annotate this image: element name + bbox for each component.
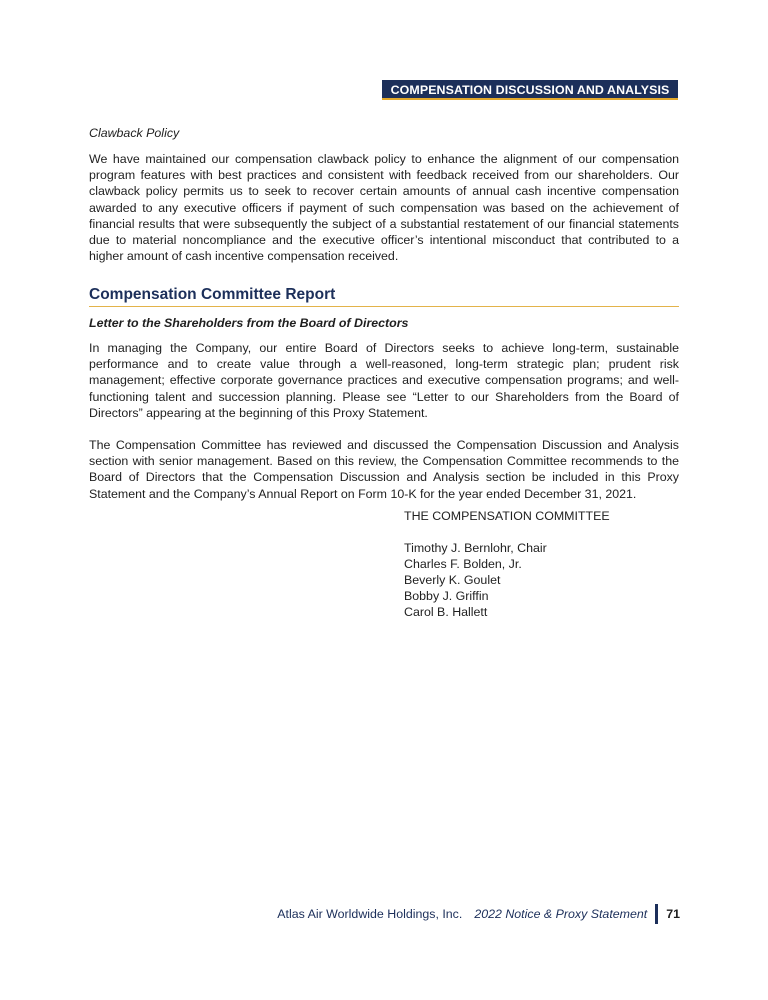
committee-member: Carol B. Hallett (404, 605, 488, 619)
committee-member: Beverly K. Goulet (404, 573, 501, 587)
page-footer (277, 905, 680, 923)
committee-signature (404, 508, 610, 620)
footer-document: 2022 Notice & Proxy Statement (474, 907, 648, 921)
clawback-section (89, 126, 679, 264)
footer-separator (655, 904, 658, 924)
committee-member: Charles F. Bolden, Jr. (404, 557, 522, 571)
committee-member: Timothy J. Bernlohr, Chair (404, 541, 547, 555)
report-paragraph-1: In managing the Company, our entire Board of Directors seeks to achieve long-term, sustainable performance and to create value through a well-reasoned, long-term strategic plan; prudent risk management; effective corporate governance practices and executive compensation programs; and well-functioning talent and succession planning. Please see “Letter to our Shareholders from the Board of Directors” appearing at the beginning of this Proxy Statement. (89, 341, 679, 420)
committee-heading: THE COMPENSATION COMMITTEE (404, 509, 610, 523)
footer-company: Atlas Air Worldwide Holdings, Inc. (277, 907, 463, 921)
clawback-heading: Clawback Policy (89, 126, 180, 140)
report-paragraph-2: The Compensation Committee has reviewed and discussed the Compensation Discussion and Analysis section with senior management. Based on this review, the Compensation Committee recommends to the Board of Directors that the Compensation Discussion and Analysis section be included in this Proxy Statement and the Company’s Annual Report on Form 10-K for the year ended December 31, 2021. (89, 438, 679, 501)
page-number: 71 (666, 907, 680, 921)
report-subheading: Letter to the Shareholders from the Board of Directors (89, 316, 409, 330)
clawback-paragraph: We have maintained our compensation clawback policy to enhance the alignment of our compensation program features with best practices and consistent with feedback received from our shareholders. Our clawback policy permits us to seek to recover certain amounts of annual cash incentive compensation awarded to any executive officers if payment of such compensation was based on the achievement of financial results that were subsequently the subject of a substantial restatement of our financial statements due to material noncompliance and the executive officer’s intentional misconduct that contributed to a higher amount of cash incentive compensation received. (89, 152, 679, 264)
section-tag: COMPENSATION DISCUSSION AND ANALYSIS (382, 80, 678, 100)
report-title: Compensation Committee Report (89, 286, 679, 307)
report-section (89, 316, 679, 502)
committee-member: Bobby J. Griffin (404, 589, 489, 603)
